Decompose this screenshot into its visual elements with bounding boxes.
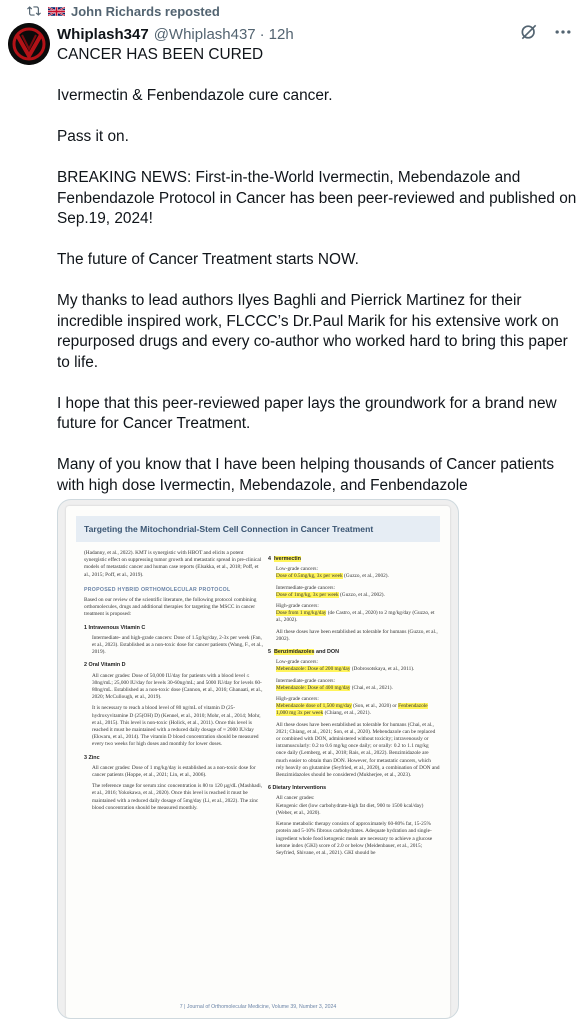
journal-section-title: 2 Oral Vitamin D <box>84 662 126 669</box>
journal-paragraph: All cancer grades: Dose of 50,000 IU/day for patients with a blood level ≤ 30ng/mL; 25,000 IU/day for levels 30-60ng/mL; and 5000 IU/day for levels 60-80ng/mL. Established as a non-toxic dose (Cannon, et al., 2016; Ghanaati, et al., 2020; McCullough, et al., 2019). <box>92 672 263 701</box>
journal-paragraph: All these doses have been established as tolerable for humans (Chai, et al., 2021; Chiang, et al., 2021; Son, et al., 2020). Mebendazole can be replaced or combined with DON, administered without toxicity; intravenously or intramuscularly: 0.2 to 0.6 mg/kg once daily; or orally: 0.2 to 1.1 mg/kg once daily (Lemberg, et al., 2018; Rais, et al., 2022). Benzimidazole are much easier to obtain than DON. However, for metastatic cancers, which rely heavily on glutamine (Seyfried, et al., 2020), a combination of DON and Benzimidazoles should be considered (Mukherjee, et al., 2023). <box>276 721 440 779</box>
label-text: Intermediate-grade cancers: <box>276 677 335 684</box>
highlighted-text: Mebendazole: Dose of 200 mg/day <box>276 666 351 673</box>
section-title-rest: and DON <box>314 649 340 656</box>
reference-text: (Guzzo, et al., 2002). <box>340 591 385 598</box>
avatar-logo-icon <box>8 23 50 65</box>
attached-image[interactable] <box>57 499 459 1019</box>
journal-paragraph <box>276 795 440 817</box>
reference-text: (Chai, et al., 2021). <box>351 684 393 691</box>
post-paragraph: The future of Cancer Treatment starts NOW. <box>57 251 359 268</box>
journal-paragraph: (Hadanny, et al., 2022). KMT is synergistic with HBOT and elicits a potent synergistic effect on suppressing tumor growth and metastatic spread in pre-clinical models of metastatic cancer and human case reports (Elsakka, et al., 2018; Poff, et al., 2015; Poff, et al., 2019). <box>84 550 262 578</box>
label-text: High-grade cancers: <box>276 603 319 610</box>
label-text: Low-grade cancers: <box>276 566 318 573</box>
reference-text: (de Castro, et al., 2020) to 2 mg/kg/day (Guzzo, et al., 2002). <box>276 610 435 624</box>
journal-right-column <box>268 550 440 861</box>
body-text: Ketogenic diet (low carbohydrate-high fat diet, 900 to 1500 kcal/day) (Weber, et al., 2020). <box>276 802 424 816</box>
post-paragraph: Pass it on. <box>57 128 129 145</box>
highlighted-text: Fenbendazole 1,000 mg 3x per week <box>276 703 428 717</box>
highlighted-text: Dose of 1mg/kg, 3x per week <box>276 591 339 598</box>
section-number: 5 <box>268 649 271 656</box>
journal-paragraph: The reference range for serum zinc concentration is 80 to 120 µg/dL (Mashhadi, et al., 2016; Yokokawa, et al., 2020). Once this level is reached it must be maintained with a reduced daily dosage of 5mg/day (Li, et al., 2022). The zinc blood concentration should be measured monthly. <box>92 783 263 811</box>
post-paragraph: I hope that this peer-reviewed paper lays the groundwork for a brand new future for Cancer Treatment. <box>57 394 557 432</box>
post-paragraph: CANCER HAS BEEN CURED <box>57 46 264 63</box>
avatar[interactable] <box>8 23 50 65</box>
highlighted-text: Mebendazole dose of 1,500 mg/day <box>276 703 352 710</box>
post-time[interactable]: 12h <box>268 25 294 43</box>
highlighted-text: Mebendazole: Dose of 400 mg/day <box>276 684 351 691</box>
reference-text: (Dobrosotskaya, et al., 2011). <box>351 666 415 673</box>
post-paragraph: Many of you know that I have been helping thousands of Cancer patients with high dose Ivermectin, Mebendazole, and Fenbendazole <box>57 456 555 494</box>
journal-paragraph <box>276 659 440 673</box>
separator-dot: · <box>259 25 265 43</box>
journal-section-title: PROPOSED HYBRID ORTHOMOLECULAR PROTOCOL <box>84 586 231 593</box>
reference-text: (Chiang, et al., 2021). <box>324 710 371 717</box>
journal-page-footer: 7 | Journal of Orthomolecular Medicine, Volume 39, Number 3, 2024 <box>179 1004 337 1010</box>
journal-paragraph: Based on our review of the scientific literature, the following protocol combining orthomolecules, drugs and additional therapies for targeting the MSCC in cancer treatment is proposed: <box>84 597 257 618</box>
grok-icon[interactable] <box>519 22 539 46</box>
highlighted-text: Dose from 1 mg/kg/day <box>276 610 327 617</box>
highlighted-text: Ivermectin <box>274 556 301 562</box>
reference-text: (Guzzo, et al., 2002). <box>343 573 389 580</box>
highlighted-text: Dose of 0.5mg/kg, 3x per week <box>276 573 343 580</box>
post-paragraph: Ivermectin & Fenbendazole cure cancer. <box>57 87 333 104</box>
journal-section-title <box>268 649 440 656</box>
journal-paragraph: All cancer grades: Dose of 1 mg/kg/day is established as a non-toxic dose for cancer patients (Hoppe, et al., 2021; Lin, et al., 2006). <box>92 764 256 779</box>
reference-text: (Son, et al., 2020) or <box>353 703 397 710</box>
post-text <box>57 45 577 517</box>
journal-left-column <box>84 550 264 816</box>
highlighted-text: Benzimidazoles <box>274 649 315 656</box>
post-paragraph: My thanks to lead authors Ilyes Baghli and Pierrick Martinez for their incredible inspired work, FLCCC’s Dr.Paul Marik for his extensive work on repurposed drugs and every co-author who worked hard to bring this paper to life. <box>57 292 568 371</box>
repost-indicator[interactable] <box>26 2 220 20</box>
journal-page-header: Targeting the Mitochondrial-Stem Cell Connection in Cancer Treatment <box>76 516 440 542</box>
journal-section-title: 1 Intravenous Vitamin C <box>84 624 146 631</box>
journal-section-title: 6 Dietary Interventions <box>268 785 327 792</box>
uk-flag-icon <box>48 6 65 17</box>
section-number: 4 <box>268 556 271 562</box>
post-paragraph: BREAKING NEWS: First-in-the-World Ivermectin, Mebendazole and Fenbendazole Protocol in Cancer has been peer-reviewed and published on Sep.19, 2024! <box>57 169 577 227</box>
journal-paragraph: Ketone metabolic therapy consists of approximately 60-80% fat, 15-25% protein and 5-10% fibrous carbohydrates. Adequate hydration and single-ingredient whole food ketogenic meals are necessary to achieve a glucose ketone index (GKI) score of 2.0 or below (Meidenbauer, et al., 2015; Seyfried, Shivane, et al., 2021). GKI should be <box>276 821 433 856</box>
label-text: Intermediate-grade cancers: <box>276 584 335 591</box>
label-text: Low-grade cancers: <box>276 659 318 666</box>
post-header <box>57 23 573 45</box>
repost-icon <box>26 4 42 18</box>
journal-paragraph <box>276 603 440 625</box>
label-text: High-grade cancers: <box>276 696 319 703</box>
journal-paragraph <box>276 585 440 599</box>
journal-paragraph <box>276 566 440 580</box>
journal-section-title <box>268 556 440 563</box>
label-text: All cancer grades: <box>276 795 315 802</box>
journal-paragraph <box>276 678 440 692</box>
display-name[interactable]: Whiplash347 <box>57 25 149 43</box>
user-handle[interactable]: @Whiplash437 <box>153 25 256 43</box>
journal-paragraph <box>276 696 440 718</box>
repost-label: John Richards reposted <box>71 3 220 19</box>
journal-paragraph: All these doses have been established as tolerable for humans (Guzzo, et al., 2002). <box>276 628 438 642</box>
more-options-icon[interactable] <box>553 22 573 46</box>
journal-paragraph: Intermediate- and high-grade cancers: Dose of 1.5g/kg/day, 2-3x per week (Fan, et al., 2023). Established as a non-toxic dose for cancer patients (Wang, F., et al., 2019). <box>92 634 263 656</box>
journal-section-title: 3 Zinc <box>84 754 100 761</box>
journal-page <box>66 506 450 1018</box>
journal-paragraph: It is necessary to reach a blood level of 80 ng/mL of vitamin D (25-hydroxyvitamine D (25(OH) D) (Kennel, et al., 2010; Mohr, et al., 2014; Mohr, et al., 2015). This level is non-toxic (Holick, et al., 2011). Once this level is reached it must be maintained with a reduced daily dosage of ≈ 2000 IU/day (Ekwaru, et al., 2014). The vitamin D blood concentration should be measured every two weeks for high doses and monthly for lower doses. <box>92 705 261 748</box>
